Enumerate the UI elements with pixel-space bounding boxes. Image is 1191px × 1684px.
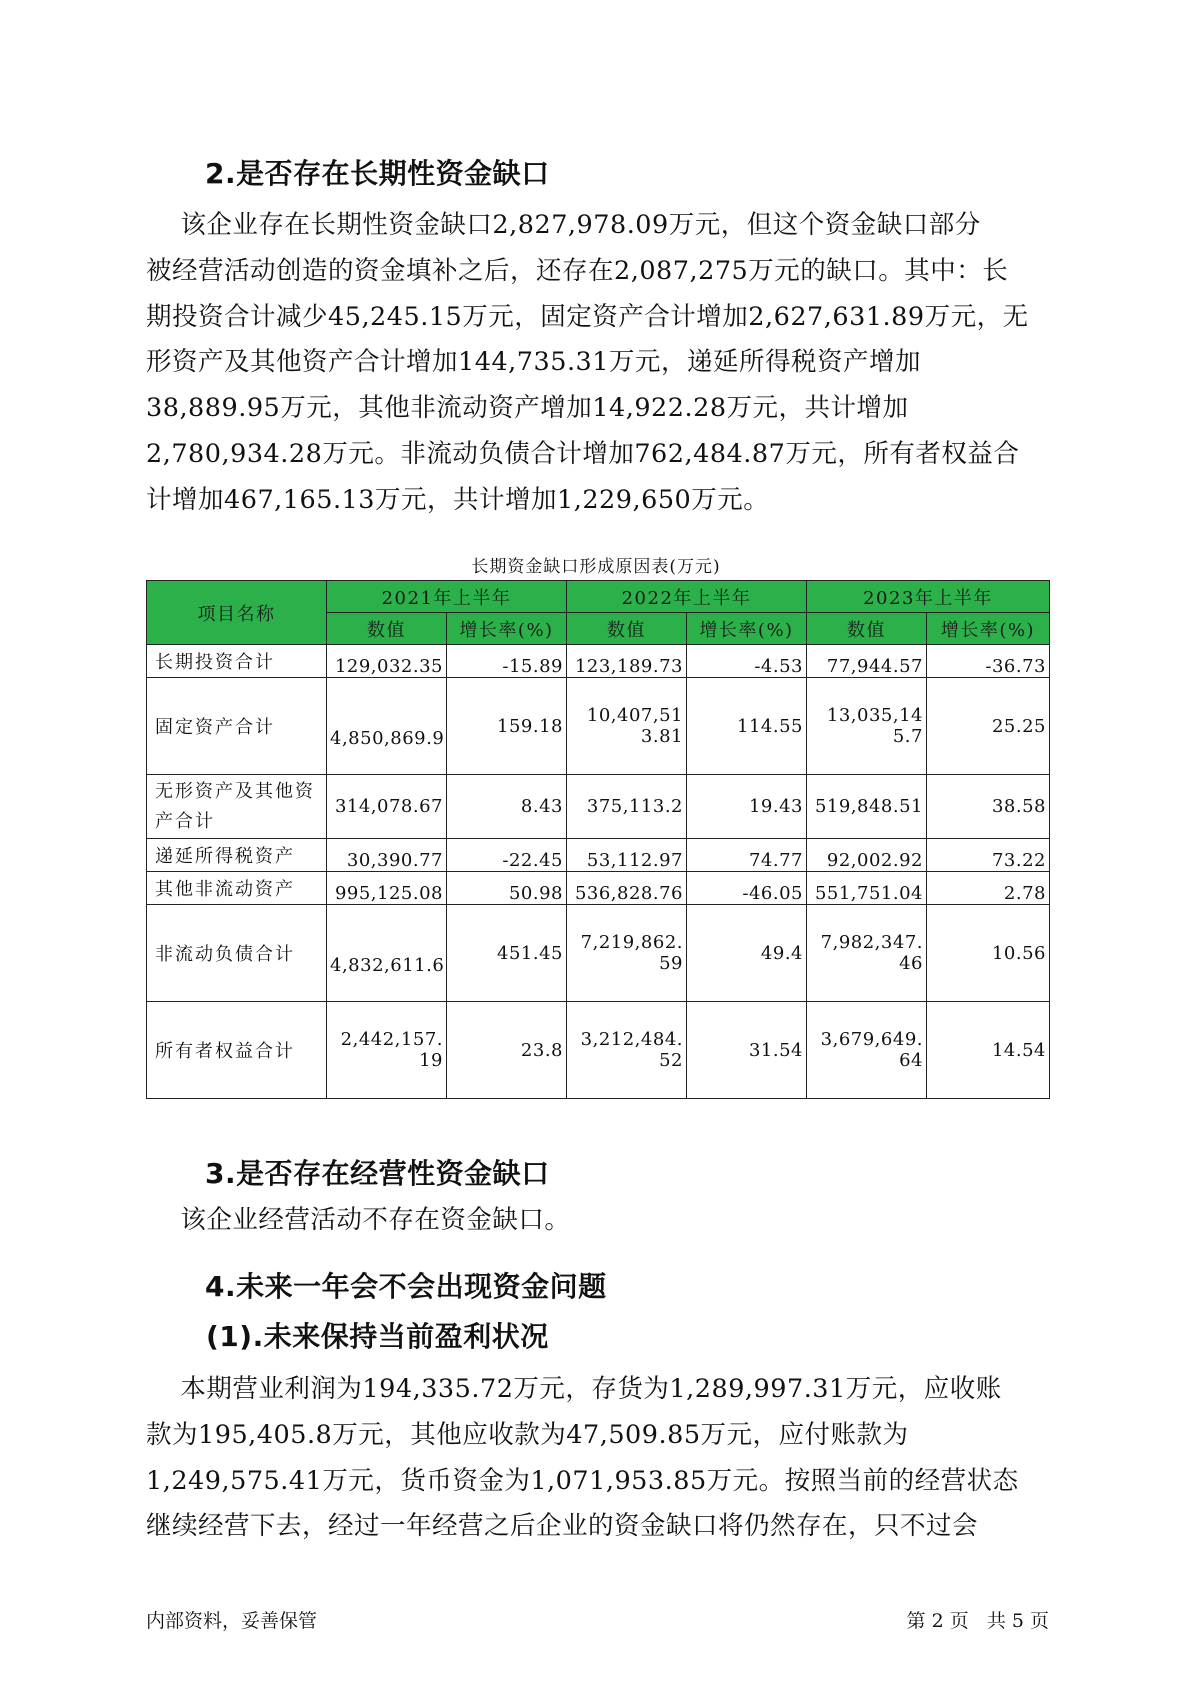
row-label: 长期投资合计 <box>147 645 327 678</box>
row-label: 递延所得税资产 <box>147 839 327 872</box>
cell-growth: 38.58 <box>927 775 1050 839</box>
table-row <box>147 839 1050 872</box>
table-row <box>147 872 1050 905</box>
section-4-paragraph <box>146 1367 1046 1550</box>
table-row <box>147 1002 1050 1099</box>
paragraph-line: 款为195,405.8万元，其他应收款为47,509.85万元，应付账款为 <box>146 1419 909 1450</box>
cell-value: 3,212,484.52 <box>567 1002 687 1099</box>
cell-growth: -15.89 <box>447 645 567 678</box>
cell-growth: -36.73 <box>927 645 1050 678</box>
cell-growth: 159.18 <box>447 678 567 775</box>
section-2-heading: 2.是否存在长期性资金缺口 <box>205 157 550 190</box>
cell-value: 53,112.97 <box>567 839 687 872</box>
header-value: 数值 <box>567 613 687 645</box>
cell-growth: -4.53 <box>687 645 807 678</box>
cell-growth: 23.8 <box>447 1002 567 1099</box>
cell-growth: 8.43 <box>447 775 567 839</box>
cell-value: 4,850,869.9 <box>327 678 447 775</box>
section-3-paragraph <box>146 1198 1046 1244</box>
table-row <box>147 775 1050 839</box>
cell-growth: 114.55 <box>687 678 807 775</box>
cell-growth: 451.45 <box>447 905 567 1002</box>
paragraph-line: 38,889.95万元，其他非流动资产增加14,922.28万元，共计增加 <box>146 393 909 424</box>
cell-value: 519,848.51 <box>807 775 927 839</box>
header-period: 2023年上半年 <box>807 581 1050 613</box>
header-growth: 增长率(%) <box>447 613 567 645</box>
header-item-name: 项目名称 <box>147 581 327 645</box>
header-growth: 增长率(%) <box>687 613 807 645</box>
cell-value: 536,828.76 <box>567 872 687 905</box>
row-label: 非流动负债合计 <box>147 905 327 1002</box>
long-term-gap-table <box>146 580 1050 1099</box>
header-growth: 增长率(%) <box>927 613 1050 645</box>
paragraph-line: 本期营业利润为194,335.72万元，存货为1,289,997.31万元，应收账 <box>146 1374 1002 1404</box>
cell-value: 3,679,649.64 <box>807 1002 927 1099</box>
cell-value: 995,125.08 <box>327 872 447 905</box>
table-row <box>147 678 1050 775</box>
cell-value: 10,407,513.81 <box>567 678 687 775</box>
section-2-paragraph <box>146 203 1046 524</box>
paragraph-line: 被经营活动创造的资金填补之后，还存在2,087,275万元的缺口。其中：长 <box>146 255 1009 286</box>
cell-value: 7,982,347.46 <box>807 905 927 1002</box>
cell-value: 2,442,157.19 <box>327 1002 447 1099</box>
cell-value: 92,002.92 <box>807 839 927 872</box>
paragraph-line: 该企业存在长期性资金缺口2,827,978.09万元，但这个资金缺口部分 <box>146 210 981 240</box>
row-label: 固定资产合计 <box>147 678 327 775</box>
section-4-subheading: (1).未来保持当前盈利状况 <box>206 1320 549 1353</box>
paragraph-line: 期投资合计减少45,245.15万元，固定资产合计增加2,627,631.89万元，无 <box>146 301 1029 332</box>
cell-growth: 14.54 <box>927 1002 1050 1099</box>
paragraph-line: 继续经营下去，经过一年经营之后企业的资金缺口将仍然存在，只不过会 <box>146 1511 979 1542</box>
cell-value: 30,390.77 <box>327 839 447 872</box>
cell-growth: 2.78 <box>927 872 1050 905</box>
header-value: 数值 <box>327 613 447 645</box>
section-3-heading: 3.是否存在经营性资金缺口 <box>205 1157 550 1190</box>
cell-growth: -46.05 <box>687 872 807 905</box>
cell-growth: 49.4 <box>687 905 807 1002</box>
paragraph-line: 1,249,575.41万元，货币资金为1,071,953.85万元。按照当前的经营状态 <box>146 1465 1019 1496</box>
header-period: 2021年上半年 <box>327 581 567 613</box>
cell-value: 129,032.35 <box>327 645 447 678</box>
cell-growth: -22.45 <box>447 839 567 872</box>
table-row <box>147 905 1050 1002</box>
header-value: 数值 <box>807 613 927 645</box>
cell-value: 13,035,145.7 <box>807 678 927 775</box>
cell-growth: 73.22 <box>927 839 1050 872</box>
table-caption: 长期资金缺口形成原因表(万元) <box>471 557 721 577</box>
row-label: 其他非流动资产 <box>147 872 327 905</box>
cell-growth: 25.25 <box>927 678 1050 775</box>
cell-value: 123,189.73 <box>567 645 687 678</box>
cell-value: 314,078.67 <box>327 775 447 839</box>
paragraph-line: 2,780,934.28万元。非流动负债合计增加762,484.87万元，所有者权益合 <box>146 438 1020 469</box>
row-label: 所有者权益合计 <box>147 1002 327 1099</box>
cell-value: 7,219,862.59 <box>567 905 687 1002</box>
paragraph-line: 该企业经营活动不存在资金缺口。 <box>146 1205 571 1235</box>
cell-growth: 50.98 <box>447 872 567 905</box>
header-period: 2022年上半年 <box>567 581 807 613</box>
cell-value: 4,832,611.6 <box>327 905 447 1002</box>
table-row <box>147 645 1050 678</box>
cell-growth: 31.54 <box>687 1002 807 1099</box>
cell-growth: 10.56 <box>927 905 1050 1002</box>
cell-value: 375,113.2 <box>567 775 687 839</box>
row-label: 无形资产及其他资产合计 <box>147 775 327 839</box>
section-4-heading: 4.未来一年会不会出现资金问题 <box>205 1270 607 1303</box>
cell-value: 77,944.57 <box>807 645 927 678</box>
paragraph-line: 形资产及其他资产合计增加144,735.31万元，递延所得税资产增加 <box>146 347 922 378</box>
cell-growth: 74.77 <box>687 839 807 872</box>
cell-growth: 19.43 <box>687 775 807 839</box>
paragraph-line: 计增加467,165.13万元，共计增加1,229,650万元。 <box>146 484 770 515</box>
footer-page-number: 第 2 页 共 5 页 <box>906 1610 1049 1632</box>
cell-value: 551,751.04 <box>807 872 927 905</box>
footer-confidential-note: 内部资料，妥善保管 <box>146 1610 318 1632</box>
